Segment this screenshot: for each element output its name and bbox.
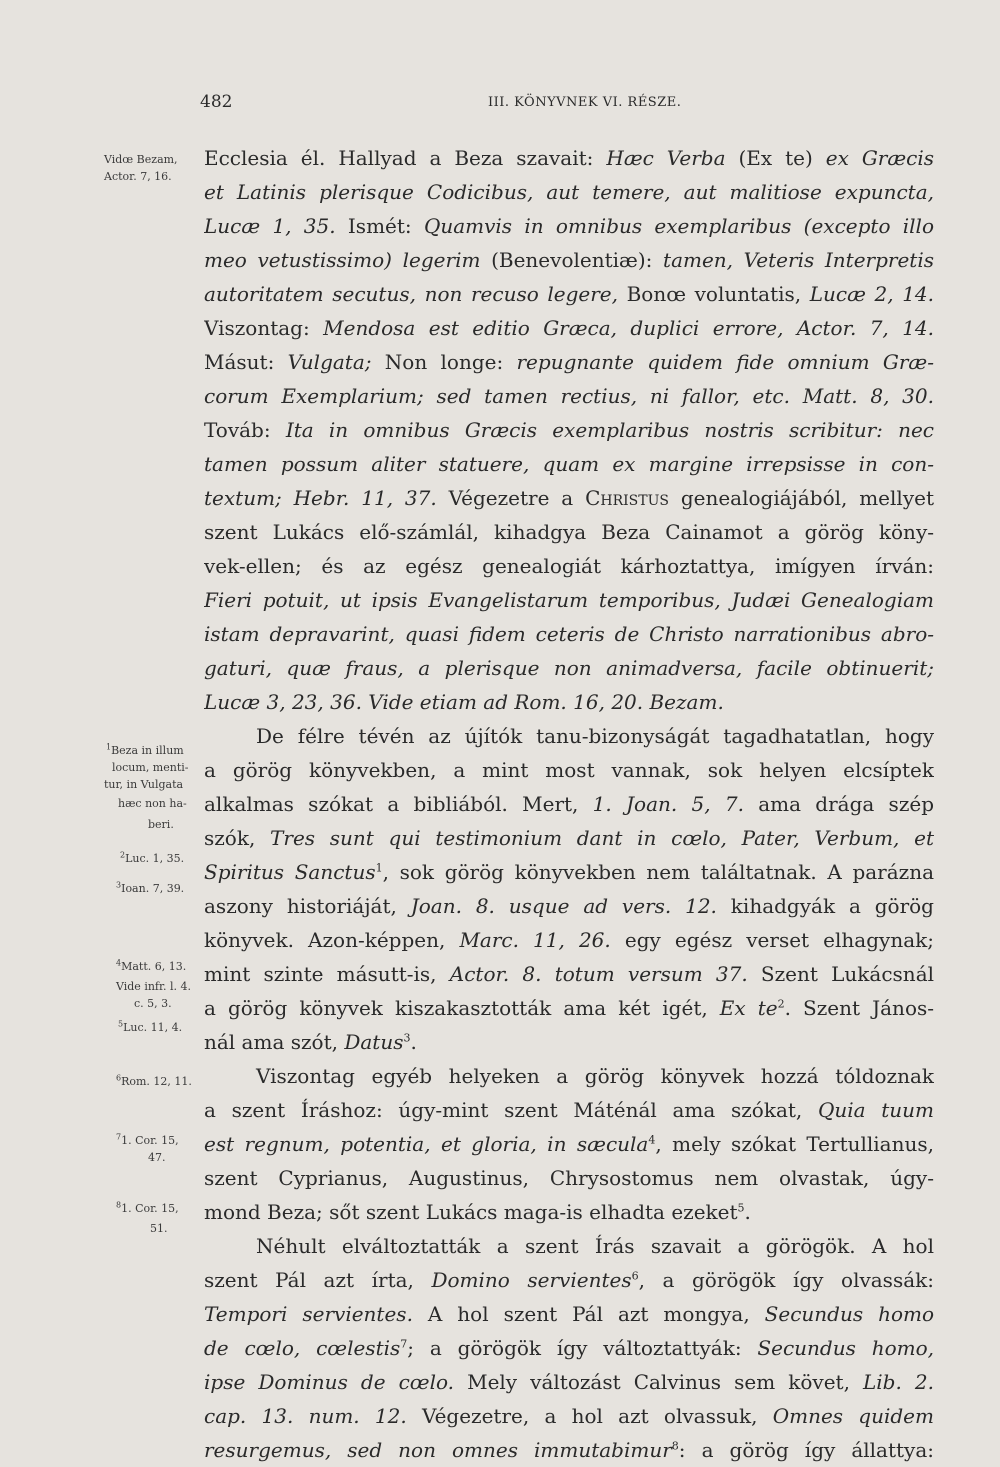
text-line: szent Pál azt írta, Domino servientes$^6$, a görögök így olvassák: bbox=[204, 1268, 934, 1292]
text-line: a szent Íráshoz: úgy-mint szent Máténál ama szókat, Quia tuum bbox=[204, 1098, 934, 1122]
margin-note: 47. bbox=[148, 1151, 166, 1164]
text-line: tamen possum aliter statuere, quam ex margine irrepsisse in con- bbox=[204, 452, 934, 476]
text-line: Tempori servientes. A hol szent Pál azt mongya, Secundus homo bbox=[204, 1302, 934, 1326]
margin-note: $^7$1. Cor. 15, bbox=[116, 1132, 179, 1147]
text-line: De félre tévén az újítók tanu-bizonyságát tagadhatatlan, hogy bbox=[256, 724, 934, 748]
text-line: Néhult elváltoztatták a szent Írás szavait a görögök. A hol bbox=[256, 1234, 934, 1258]
running-head: III. KÖNYVNEK VI. RÉSZE. bbox=[488, 95, 682, 110]
text-line: ipse Dominus de cœlo. Mely változást Calvinus sem követ, Lib. 2. bbox=[204, 1370, 934, 1394]
text-line: aszony historiáját, Joan. 8. usque ad vers. 12. kihadgyák a görög bbox=[204, 894, 934, 918]
text-line: vek-ellen; és az egész genealogiát kárhoztattya, imígyen írván: bbox=[204, 554, 934, 578]
text-line: est regnum, potentia, et gloria, in sæcula$^4$, mely szókat Tertullianus, bbox=[204, 1132, 934, 1156]
margin-note: $^3$Ioan. 7, 39. bbox=[116, 880, 185, 895]
text-line: Viszontag: Mendosa est editio Græca, duplici errore, Actor. 7, 14. bbox=[204, 316, 934, 340]
text-line: szók, Tres sunt qui testimonium dant in cœlo, Pater, Verbum, et bbox=[204, 826, 934, 850]
margin-note: locum, menti- bbox=[112, 761, 189, 774]
text-line: corum Exemplarium; sed tamen rectius, ni fallor, etc. Matt. 8, 30. bbox=[204, 384, 934, 408]
text-line: könyvek. Azon-képpen, Marc. 11, 26. egy egész verset elhagynak; bbox=[204, 928, 934, 952]
text-line: Viszontag egyéb helyeken a görög könyvek hozzá tóldoznak bbox=[256, 1064, 934, 1088]
text-line: textum; Hebr. 11, 37. Végezetre a Christus genealogiájából, mellyet bbox=[204, 486, 934, 510]
text-line: mond Beza; sőt szent Lukács maga-is elhadta ezeket$^5$. bbox=[204, 1200, 751, 1224]
margin-note: $^4$Matt. 6, 13. bbox=[116, 958, 187, 973]
text-line: nál ama szót, Datus$^3$. bbox=[204, 1030, 417, 1054]
body-text bbox=[204, 141, 934, 1467]
margin-notes bbox=[0, 0, 210, 1309]
text-line: alkalmas szókat a bibliából. Mert, 1. Joan. 5, 7. ama drága szép bbox=[204, 792, 934, 816]
text-line: istam depravarint, quasi fidem ceteris de Christo narrationibus abro- bbox=[204, 622, 934, 646]
margin-note: tur, in Vulgata bbox=[104, 778, 184, 791]
text-line: a görög könyvek kiszakasztották ama két igét, Ex $te^2$. Szent János- bbox=[204, 996, 934, 1020]
margin-note: $^2$Luc. 1, 35. bbox=[120, 850, 185, 865]
text-line: szent Lukács elő-számlál, kihadgya Beza Cainamot a görög köny- bbox=[204, 520, 934, 544]
text-line: gaturi, quæ fraus, a plerisque non animadversa, facile obtinuerit; bbox=[204, 656, 934, 680]
text-line: et Latinis plerisque Codicibus, aut temere, aut malitiose expuncta, bbox=[204, 180, 934, 204]
text-line: autoritatem secutus, non recuso legere, Bonœ voluntatis, Lucæ 2, 14. bbox=[204, 282, 934, 306]
text-line: szent Cyprianus, Augustinus, Chrysostomus nem olvastak, úgy- bbox=[204, 1166, 934, 1190]
text-line: a görög könyvekben, a mint most vannak, sok helyen elcsíptek bbox=[204, 758, 934, 782]
margin-note: Actor. 7, 16. bbox=[104, 170, 172, 183]
margin-note: beri. bbox=[148, 818, 174, 831]
text-line: Spiritus Sanctus$^1$, sok görög könyvekben nem találtatnak. A parázna bbox=[204, 860, 934, 884]
margin-note: 51. bbox=[150, 1222, 168, 1235]
text-line: mint szinte másutt-is, Actor. 8. totum versum 37. Szent Lukácsnál bbox=[204, 962, 934, 986]
margin-note: $^5$Luc. 11, 4. bbox=[118, 1019, 183, 1034]
margin-note: Vide infr. l. 4. bbox=[116, 980, 192, 993]
text-line: Lucæ 3, 23, 36. Vide etiam ad Rom. 16, 20. Bezam. bbox=[204, 690, 724, 714]
page-number: 482 bbox=[200, 92, 233, 112]
margin-note: hæc non ha- bbox=[118, 797, 187, 810]
margin-note: Vidœ Bezam, bbox=[104, 153, 178, 166]
margin-note: c. 5, 3. bbox=[134, 997, 172, 1010]
text-line: Fieri potuit, ut ipsis Evangelistarum temporibus, Judæi Genealogiam bbox=[204, 588, 934, 612]
text-line: Továb: Ita in omnibus Græcis exemplaribus nostris scribitur: nec bbox=[204, 418, 934, 442]
text-line: meo vetustissimo) legerim (Benevolentiæ): tamen, Veteris Interpretis bbox=[204, 248, 934, 272]
text-line: cap. 13. num. 12. Végezetre, a hol azt olvassuk, Omnes quidem bbox=[204, 1404, 934, 1428]
margin-note: $^1$Beza in illum bbox=[106, 742, 184, 757]
text-line: resurgemus, sed non omnes immutabimur$^8$: a görög így állattya: bbox=[204, 1438, 934, 1462]
text-line: Ecclesia él. Hallyad a Beza szavait: Hæc Verba (Ex te) ex Græcis bbox=[204, 146, 934, 170]
margin-note: $^8$1. Cor. 15, bbox=[116, 1200, 179, 1215]
text-line: Másut: Vulgata; Non longe: repugnante quidem fide omnium Græ- bbox=[204, 350, 934, 374]
text-line: de cœlo, cœlestis$^7$; a görögök így változtattyák: Secundus homo, bbox=[204, 1336, 934, 1360]
text-line: Lucæ 1, 35. Ismét: Quamvis in omnibus exemplaribus (excepto illo bbox=[204, 214, 934, 238]
margin-note: $^6$Rom. 12, 11. bbox=[116, 1073, 192, 1088]
